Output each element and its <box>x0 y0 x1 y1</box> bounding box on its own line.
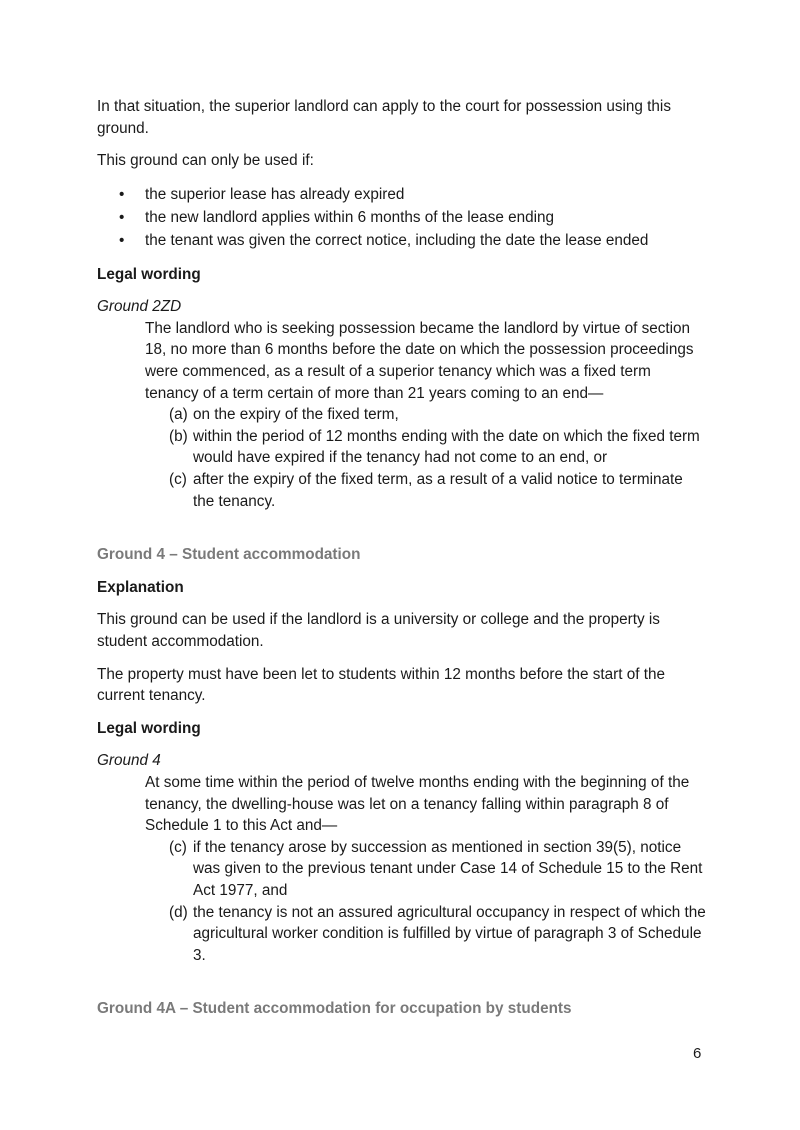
list-item-text: the superior lease has already expired <box>145 185 405 203</box>
legal-text: The landlord who is seeking possession became the landlord by virtue of section 18, no more than 6 months before the date on which the possession proceedings were commenced, as a result of a superior tenancy which was a fixed term tenancy of a term certain of more than 21 years coming to an end— <box>145 319 694 402</box>
document-page <box>97 96 707 1031</box>
bullet-icon: • <box>119 232 125 250</box>
list-item <box>97 206 707 229</box>
section-spacer <box>97 966 707 998</box>
clause-text: on the expiry of the fixed term, <box>193 406 399 424</box>
section-spacer <box>97 512 707 544</box>
clause <box>169 837 707 902</box>
list-item-text: the tenant was given the correct notice, including the date the lease ended <box>145 232 649 250</box>
conditions-list <box>97 183 707 253</box>
intro-paragraph: In that situation, the superior landlord can apply to the court for possession using this ground. <box>97 98 671 137</box>
ground-label: Ground 4 <box>97 752 161 770</box>
clause-marker: (d) <box>169 903 188 921</box>
clause <box>169 404 707 426</box>
legal-wording-heading: Legal wording <box>97 719 201 737</box>
list-item-text: the new landlord applies within 6 months of the lease ending <box>145 209 555 227</box>
page-number: 6 <box>693 1045 702 1062</box>
clause-text: the tenancy is not an assured agricultural occupancy in respect of which the agricultural worker condition is fulfilled by virtue of paragraph 3 of Schedule 3. <box>193 903 706 964</box>
section-heading: Ground 4A – Student accommodation for occupation by students <box>97 1000 572 1018</box>
legal-text-block <box>145 318 707 512</box>
ground-label: Ground 2ZD <box>97 298 182 316</box>
explanation-paragraph: The property must have been let to students within 12 months before the start of the current tenancy. <box>97 665 666 705</box>
clause-marker: (c) <box>169 838 187 856</box>
clause-text: if the tenancy arose by succession as mentioned in section 39(5), notice was given to the previous tenant under Case 14 of Schedule 15 to the Rent Act 1977, and <box>193 838 703 899</box>
clause <box>169 426 707 469</box>
section-heading: Ground 4 – Student accommodation <box>97 546 361 564</box>
clause-marker: (a) <box>169 406 188 424</box>
legal-wording-heading: Legal wording <box>97 265 201 283</box>
explanation-heading: Explanation <box>97 578 184 596</box>
bullet-icon: • <box>119 185 125 203</box>
clause-marker: (b) <box>169 427 188 445</box>
list-item <box>97 183 707 206</box>
legal-text: At some time within the period of twelve months ending with the beginning of the tenancy, the dwelling-house was let on a tenancy falling within paragraph 8 of Schedule 1 to this Act and— <box>145 773 690 835</box>
conditions-intro: This ground can only be used if: <box>97 152 314 170</box>
legal-text-block <box>145 772 707 966</box>
clause-text: after the expiry of the fixed term, as a result of a valid notice to terminate the tenancy. <box>193 471 683 510</box>
clause <box>169 902 707 967</box>
list-item <box>97 229 707 252</box>
clause <box>169 469 707 512</box>
clause-text: within the period of 12 months ending with the date on which the fixed term would have expired if the tenancy had not come to an end, or <box>193 427 700 467</box>
explanation-paragraph: This ground can be used if the landlord is a university or college and the property is student accommodation. <box>97 611 660 650</box>
bullet-icon: • <box>119 209 125 227</box>
clause-marker: (c) <box>169 471 187 489</box>
